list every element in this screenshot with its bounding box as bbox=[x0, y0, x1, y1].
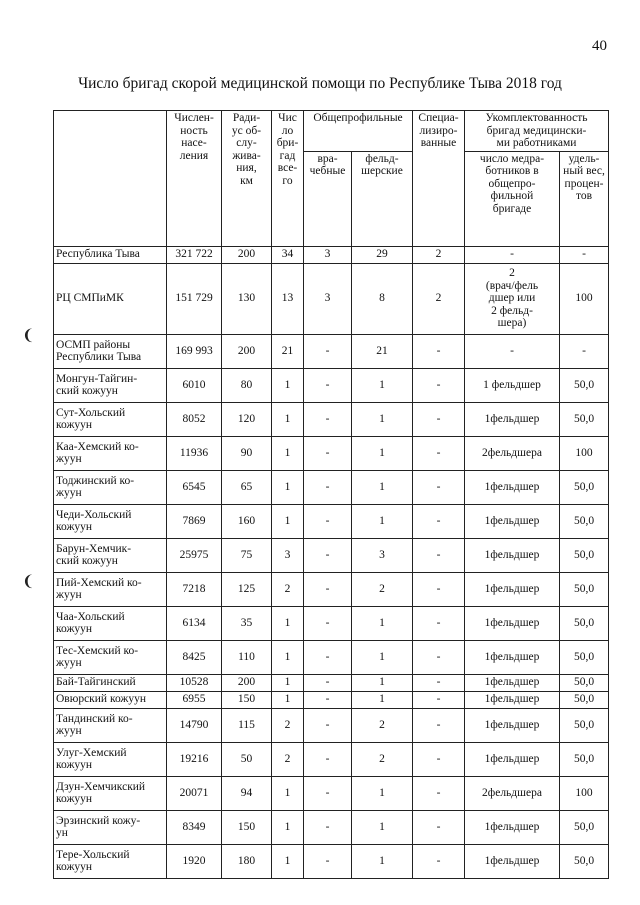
cell-radius: 125 bbox=[222, 572, 272, 606]
cell-population: 8349 bbox=[167, 810, 222, 844]
cell-special: - bbox=[413, 606, 465, 640]
cell-staff-count: 1фельдшер bbox=[465, 640, 560, 674]
cell-share: 50,0 bbox=[560, 606, 609, 640]
table-row bbox=[54, 640, 609, 674]
cell-doctors: - bbox=[304, 708, 352, 742]
header-brigades: Чис ло бри- гад все- го bbox=[272, 111, 304, 247]
cell-special: - bbox=[413, 538, 465, 572]
cell-special: - bbox=[413, 708, 465, 742]
cell-staff-count: 1фельдшер bbox=[465, 504, 560, 538]
cell-paramedics: 1 bbox=[352, 674, 413, 691]
header-staff-count: число медра- ботников в общепро- фильной бригаде bbox=[465, 151, 560, 246]
cell-name: Каа-Хемский ко- жуун bbox=[54, 436, 167, 470]
cell-radius: 35 bbox=[222, 606, 272, 640]
cell-special: - bbox=[413, 504, 465, 538]
cell-population: 6955 bbox=[167, 691, 222, 708]
cell-radius: 50 bbox=[222, 742, 272, 776]
cell-share: 50,0 bbox=[560, 504, 609, 538]
cell-population: 6545 bbox=[167, 470, 222, 504]
cell-paramedics: 29 bbox=[352, 246, 413, 263]
cell-staff-count: 1фельдшер bbox=[465, 810, 560, 844]
cell-population: 6134 bbox=[167, 606, 222, 640]
cell-share: - bbox=[560, 246, 609, 263]
cell-share: 100 bbox=[560, 436, 609, 470]
cell-staff-count: 1фельдшер bbox=[465, 538, 560, 572]
cell-radius: 75 bbox=[222, 538, 272, 572]
cell-doctors: - bbox=[304, 538, 352, 572]
cell-name: Пий-Хемский ко- жуун bbox=[54, 572, 167, 606]
header-radius: Ради- ус об- слу- жива- ния, км bbox=[222, 111, 272, 247]
cell-name: Сут-Хольский кожуун bbox=[54, 402, 167, 436]
cell-share: 50,0 bbox=[560, 742, 609, 776]
header-share: удель- ный вес, процен- тов bbox=[560, 151, 609, 246]
cell-doctors: - bbox=[304, 368, 352, 402]
table-row bbox=[54, 674, 609, 691]
table-row bbox=[54, 708, 609, 742]
cell-special: - bbox=[413, 470, 465, 504]
cell-share: 50,0 bbox=[560, 402, 609, 436]
cell-brigades: 2 bbox=[272, 572, 304, 606]
cell-brigades: 1 bbox=[272, 640, 304, 674]
cell-share: 50,0 bbox=[560, 674, 609, 691]
brigades-table bbox=[53, 110, 609, 879]
table-row bbox=[54, 844, 609, 878]
cell-name: Монгун-Тайгин- ский кожуун bbox=[54, 368, 167, 402]
cell-brigades: 3 bbox=[272, 538, 304, 572]
cell-population: 169 993 bbox=[167, 334, 222, 368]
cell-special: - bbox=[413, 776, 465, 810]
cell-special: - bbox=[413, 810, 465, 844]
cell-brigades: 1 bbox=[272, 402, 304, 436]
document-title: Число бригад скорой медицинской помощи по Республике Тыва 2018 год bbox=[78, 75, 562, 92]
cell-paramedics: 1 bbox=[352, 810, 413, 844]
cell-staff-count: 1фельдшер bbox=[465, 708, 560, 742]
cell-staff-count: 1фельдшер bbox=[465, 402, 560, 436]
cell-name: Дзун-Хемчикский кожуун bbox=[54, 776, 167, 810]
cell-brigades: 1 bbox=[272, 504, 304, 538]
cell-brigades: 1 bbox=[272, 436, 304, 470]
cell-special: 2 bbox=[413, 263, 465, 334]
cell-staff-count: 2фельдшера bbox=[465, 776, 560, 810]
cell-special: - bbox=[413, 640, 465, 674]
cell-staff-count: 2 (врач/фель дшер или 2 фельд- шера) bbox=[465, 263, 560, 334]
cell-staff-count: 1фельдшер bbox=[465, 606, 560, 640]
cell-staff-count: 1фельдшер bbox=[465, 572, 560, 606]
header-paramedics: фельд- шерские bbox=[352, 151, 413, 246]
cell-paramedics: 2 bbox=[352, 742, 413, 776]
cell-paramedics: 1 bbox=[352, 640, 413, 674]
cell-staff-count: 2фельдшера bbox=[465, 436, 560, 470]
cell-special: - bbox=[413, 572, 465, 606]
cell-brigades: 1 bbox=[272, 368, 304, 402]
cell-share: 100 bbox=[560, 776, 609, 810]
header-general: Общепрофильные bbox=[304, 111, 413, 152]
cell-share: 50,0 bbox=[560, 640, 609, 674]
cell-doctors: - bbox=[304, 742, 352, 776]
cell-paramedics: 1 bbox=[352, 606, 413, 640]
cell-name: Чаа-Хольский кожуун bbox=[54, 606, 167, 640]
cell-doctors: - bbox=[304, 402, 352, 436]
cell-name: Тоджинский ко- жуун bbox=[54, 470, 167, 504]
cell-staff-count: 1фельдшер bbox=[465, 691, 560, 708]
table-row bbox=[54, 776, 609, 810]
cell-radius: 120 bbox=[222, 402, 272, 436]
table-row bbox=[54, 691, 609, 708]
cell-brigades: 1 bbox=[272, 844, 304, 878]
cell-share: 100 bbox=[560, 263, 609, 334]
cell-brigades: 2 bbox=[272, 742, 304, 776]
margin-mark: ❨ bbox=[22, 328, 35, 344]
cell-share: - bbox=[560, 334, 609, 368]
cell-doctors: - bbox=[304, 674, 352, 691]
cell-radius: 160 bbox=[222, 504, 272, 538]
cell-name: Улуг-Хемский кожуун bbox=[54, 742, 167, 776]
cell-name: Тандинский ко- жуун bbox=[54, 708, 167, 742]
cell-population: 321 722 bbox=[167, 246, 222, 263]
cell-population: 8052 bbox=[167, 402, 222, 436]
cell-special: - bbox=[413, 691, 465, 708]
header-population: Числен- ность насе- ления bbox=[167, 111, 222, 247]
cell-brigades: 1 bbox=[272, 776, 304, 810]
cell-paramedics: 1 bbox=[352, 776, 413, 810]
cell-share: 50,0 bbox=[560, 538, 609, 572]
cell-brigades: 21 bbox=[272, 334, 304, 368]
cell-brigades: 1 bbox=[272, 810, 304, 844]
cell-name: Республика Тыва bbox=[54, 246, 167, 263]
cell-special: - bbox=[413, 402, 465, 436]
cell-radius: 110 bbox=[222, 640, 272, 674]
cell-radius: 150 bbox=[222, 810, 272, 844]
table-row bbox=[54, 436, 609, 470]
cell-name: Барун-Хемчик- ский кожуун bbox=[54, 538, 167, 572]
cell-paramedics: 1 bbox=[352, 436, 413, 470]
cell-population: 8425 bbox=[167, 640, 222, 674]
cell-name: РЦ СМПиМК bbox=[54, 263, 167, 334]
cell-paramedics: 1 bbox=[352, 691, 413, 708]
cell-staff-count: 1фельдшер bbox=[465, 844, 560, 878]
table-row bbox=[54, 742, 609, 776]
cell-radius: 200 bbox=[222, 674, 272, 691]
header-staffing: Укомплектованность бригад медицински- ми работниками bbox=[465, 111, 609, 152]
cell-doctors: - bbox=[304, 810, 352, 844]
cell-doctors: - bbox=[304, 334, 352, 368]
table-row bbox=[54, 504, 609, 538]
cell-staff-count: 1фельдшер bbox=[465, 674, 560, 691]
cell-doctors: - bbox=[304, 436, 352, 470]
cell-population: 25975 bbox=[167, 538, 222, 572]
cell-population: 1920 bbox=[167, 844, 222, 878]
cell-paramedics: 1 bbox=[352, 504, 413, 538]
cell-paramedics: 8 bbox=[352, 263, 413, 334]
cell-population: 14790 bbox=[167, 708, 222, 742]
cell-paramedics: 2 bbox=[352, 708, 413, 742]
cell-share: 50,0 bbox=[560, 470, 609, 504]
cell-radius: 90 bbox=[222, 436, 272, 470]
cell-name: Чеди-Хольский кожуун bbox=[54, 504, 167, 538]
cell-doctors: - bbox=[304, 470, 352, 504]
cell-staff-count: - bbox=[465, 334, 560, 368]
cell-paramedics: 3 bbox=[352, 538, 413, 572]
cell-name: Овюрский кожуун bbox=[54, 691, 167, 708]
cell-special: - bbox=[413, 674, 465, 691]
header-region bbox=[54, 111, 167, 247]
cell-doctors: - bbox=[304, 606, 352, 640]
cell-brigades: 1 bbox=[272, 606, 304, 640]
cell-radius: 200 bbox=[222, 334, 272, 368]
cell-special: - bbox=[413, 368, 465, 402]
table-row bbox=[54, 470, 609, 504]
cell-name: ОСМП районы Республики Тыва bbox=[54, 334, 167, 368]
cell-doctors: 3 bbox=[304, 246, 352, 263]
cell-doctors: - bbox=[304, 691, 352, 708]
page-number: 40 bbox=[592, 38, 607, 54]
cell-population: 7218 bbox=[167, 572, 222, 606]
cell-brigades: 1 bbox=[272, 691, 304, 708]
table-row bbox=[54, 810, 609, 844]
cell-paramedics: 1 bbox=[352, 844, 413, 878]
table-row bbox=[54, 263, 609, 334]
cell-share: 50,0 bbox=[560, 572, 609, 606]
cell-paramedics: 2 bbox=[352, 572, 413, 606]
cell-brigades: 1 bbox=[272, 470, 304, 504]
cell-special: - bbox=[413, 742, 465, 776]
header-special: Специа- лизиро- ванные bbox=[413, 111, 465, 247]
table-row bbox=[54, 572, 609, 606]
margin-mark: ❨ bbox=[22, 574, 35, 590]
cell-population: 11936 bbox=[167, 436, 222, 470]
table-row bbox=[54, 334, 609, 368]
cell-doctors: - bbox=[304, 844, 352, 878]
cell-special: - bbox=[413, 334, 465, 368]
cell-staff-count: 1фельдшер bbox=[465, 742, 560, 776]
cell-brigades: 2 bbox=[272, 708, 304, 742]
cell-population: 10528 bbox=[167, 674, 222, 691]
cell-share: 50,0 bbox=[560, 844, 609, 878]
cell-brigades: 13 bbox=[272, 263, 304, 334]
cell-name: Бай-Тайгинский bbox=[54, 674, 167, 691]
cell-radius: 150 bbox=[222, 691, 272, 708]
cell-radius: 115 bbox=[222, 708, 272, 742]
cell-population: 6010 bbox=[167, 368, 222, 402]
table-row bbox=[54, 606, 609, 640]
cell-population: 151 729 bbox=[167, 263, 222, 334]
table-row bbox=[54, 368, 609, 402]
cell-brigades: 1 bbox=[272, 674, 304, 691]
cell-paramedics: 1 bbox=[352, 402, 413, 436]
cell-special: - bbox=[413, 436, 465, 470]
cell-paramedics: 1 bbox=[352, 368, 413, 402]
cell-doctors: 3 bbox=[304, 263, 352, 334]
cell-doctors: - bbox=[304, 504, 352, 538]
table-row bbox=[54, 538, 609, 572]
cell-radius: 130 bbox=[222, 263, 272, 334]
cell-name: Тере-Хольский кожуун bbox=[54, 844, 167, 878]
header-doctors: вра- чебные bbox=[304, 151, 352, 246]
cell-paramedics: 1 bbox=[352, 470, 413, 504]
table-body bbox=[54, 246, 609, 878]
cell-population: 19216 bbox=[167, 742, 222, 776]
cell-name: Эрзинский кожу- ун bbox=[54, 810, 167, 844]
cell-doctors: - bbox=[304, 776, 352, 810]
cell-radius: 65 bbox=[222, 470, 272, 504]
cell-radius: 80 bbox=[222, 368, 272, 402]
cell-name: Тес-Хемский ко- жуун bbox=[54, 640, 167, 674]
cell-population: 7869 bbox=[167, 504, 222, 538]
cell-share: 50,0 bbox=[560, 708, 609, 742]
cell-special: 2 bbox=[413, 246, 465, 263]
cell-staff-count: 1фельдшер bbox=[465, 470, 560, 504]
cell-radius: 180 bbox=[222, 844, 272, 878]
cell-staff-count: 1 фельдшер bbox=[465, 368, 560, 402]
cell-radius: 94 bbox=[222, 776, 272, 810]
cell-brigades: 34 bbox=[272, 246, 304, 263]
cell-population: 20071 bbox=[167, 776, 222, 810]
table-row bbox=[54, 402, 609, 436]
cell-doctors: - bbox=[304, 572, 352, 606]
cell-paramedics: 21 bbox=[352, 334, 413, 368]
table-row bbox=[54, 246, 609, 263]
cell-radius: 200 bbox=[222, 246, 272, 263]
cell-staff-count: - bbox=[465, 246, 560, 263]
cell-share: 50,0 bbox=[560, 691, 609, 708]
cell-special: - bbox=[413, 844, 465, 878]
cell-doctors: - bbox=[304, 640, 352, 674]
cell-share: 50,0 bbox=[560, 810, 609, 844]
cell-share: 50,0 bbox=[560, 368, 609, 402]
